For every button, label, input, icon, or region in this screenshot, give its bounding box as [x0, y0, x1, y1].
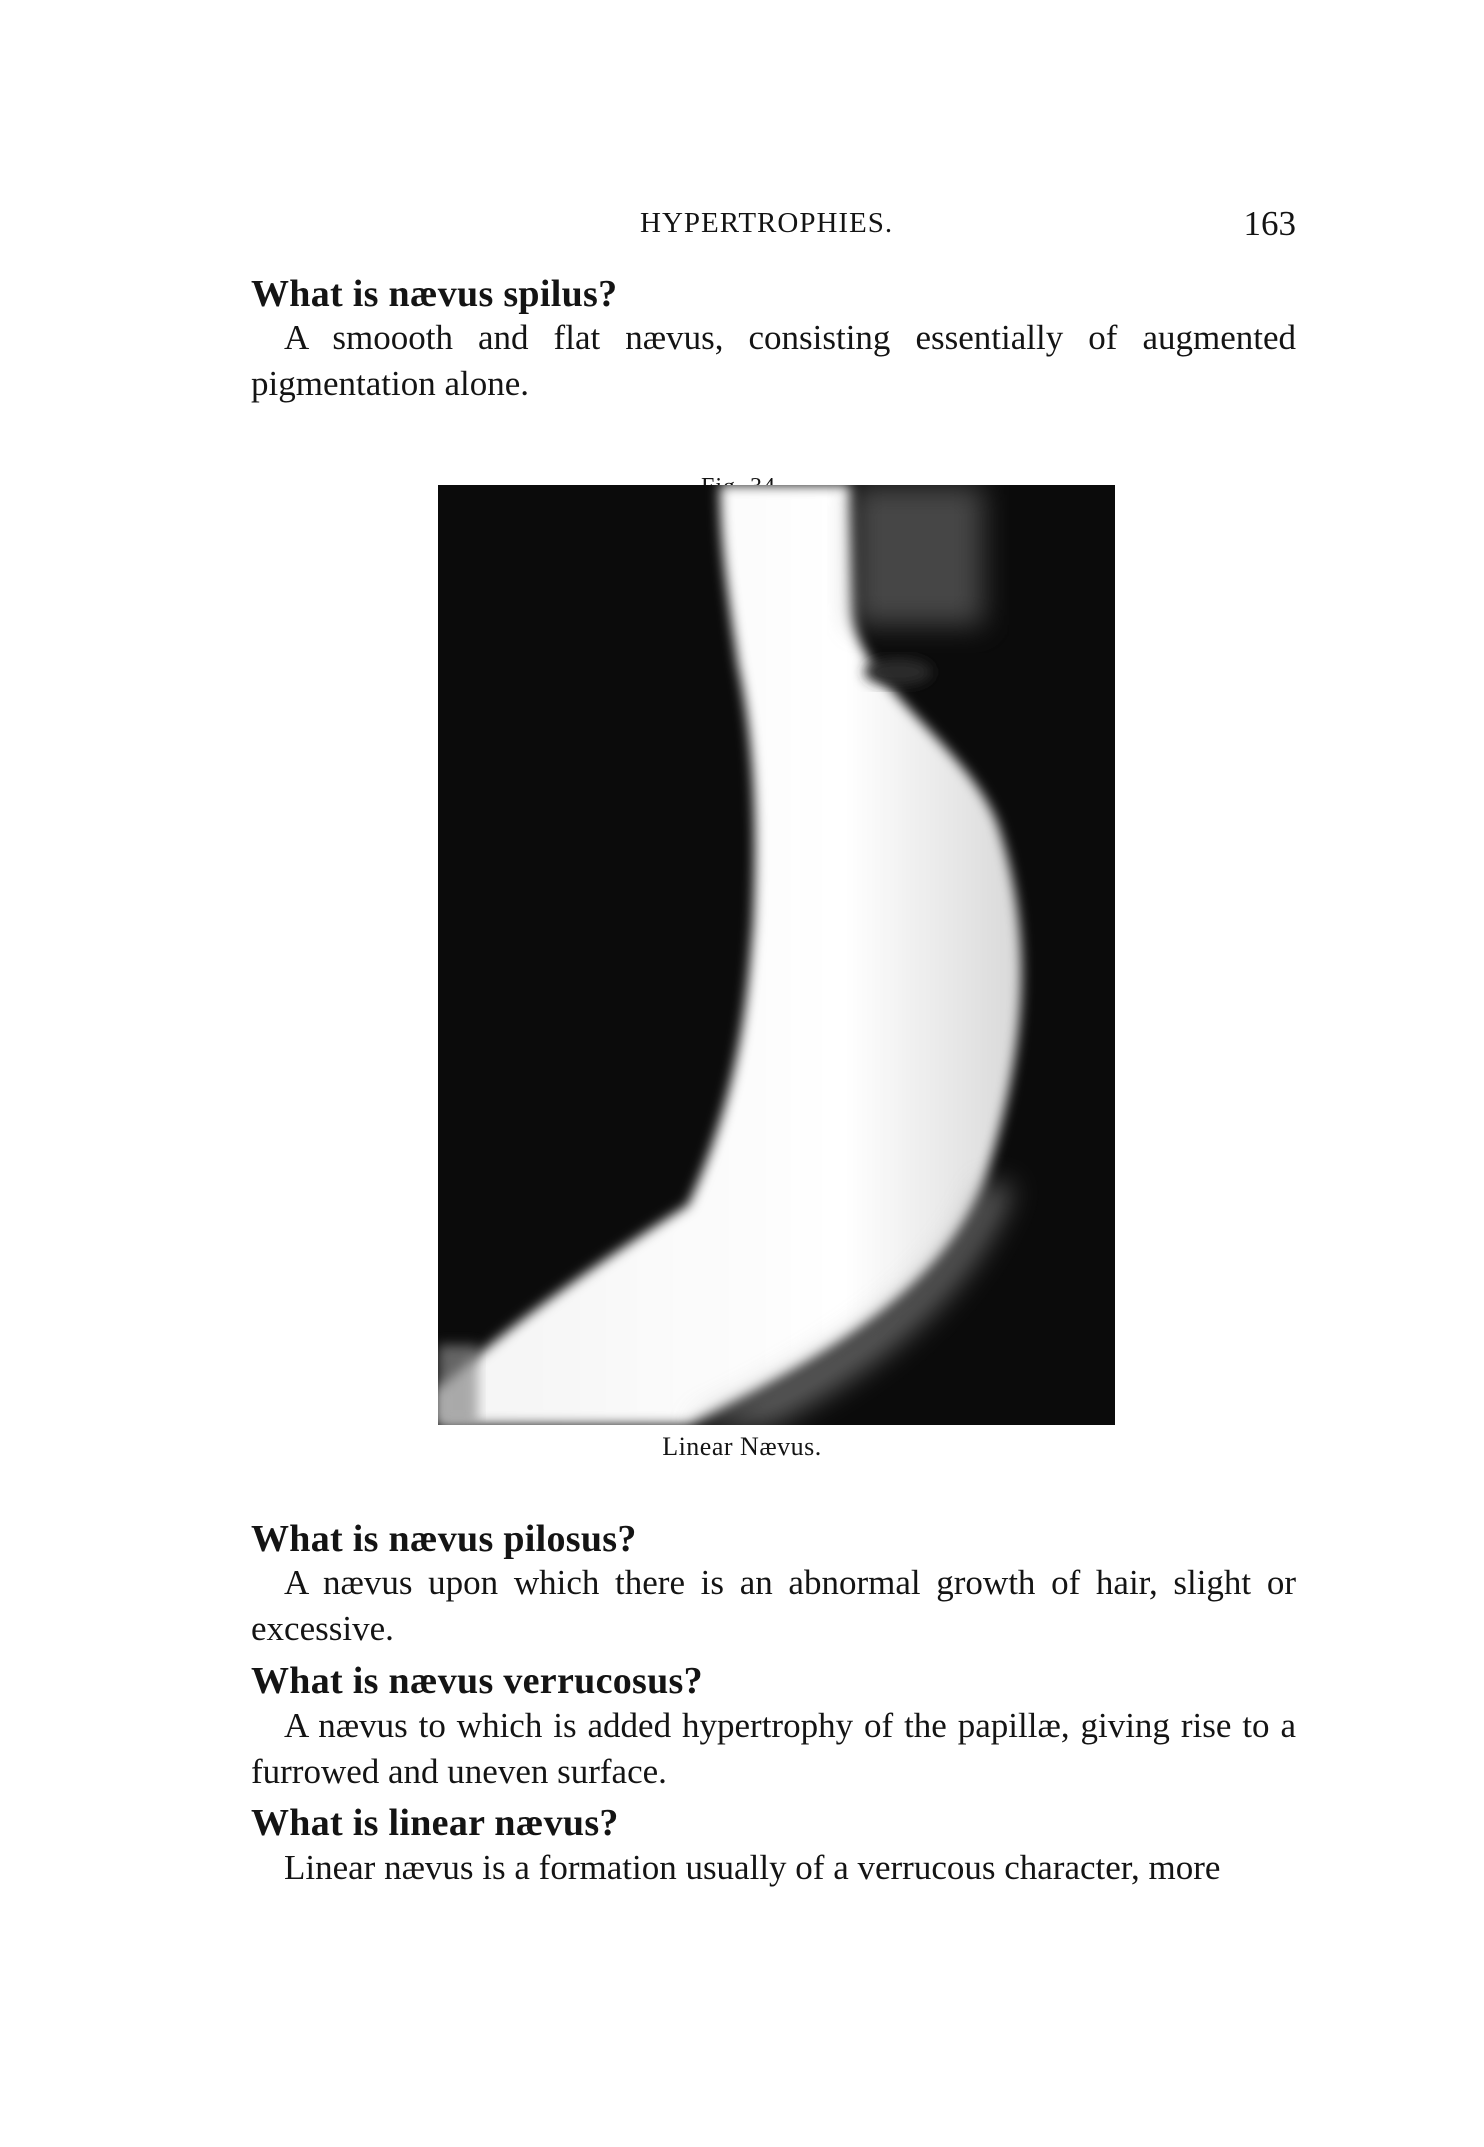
question-naevus-pilosus: What is nævus pilosus?	[251, 1518, 637, 1560]
page-number: 163	[1243, 204, 1296, 243]
linear-naevus-photo	[438, 485, 1115, 1425]
answer-naevus-pilosus: A nævus upon which there is an abnormal growth of hair, slight or excessive.	[251, 1563, 1296, 1648]
figure-photograph	[438, 485, 1115, 1425]
running-head: HYPERTROPHIES.	[640, 207, 894, 239]
question-naevus-spilus: What is nævus spilus?	[251, 273, 618, 315]
answer-naevus-spilus: A smoooth and flat nævus, consisting essentially of augmented pigmentation alone.	[251, 318, 1296, 403]
figure-caption: Linear Nævus.	[662, 1432, 822, 1461]
question-naevus-verrucosus: What is nævus verrucosus?	[251, 1660, 703, 1702]
answer-linear-naevus: Linear nævus is a formation usually of a verrucous character, more	[284, 1848, 1221, 1887]
answer-naevus-verrucosus: A nævus to which is added hypertrophy of the papillæ, giving rise to a furrowed and uneven surface.	[251, 1706, 1296, 1791]
question-linear-naevus: What is linear nævus?	[251, 1802, 619, 1844]
